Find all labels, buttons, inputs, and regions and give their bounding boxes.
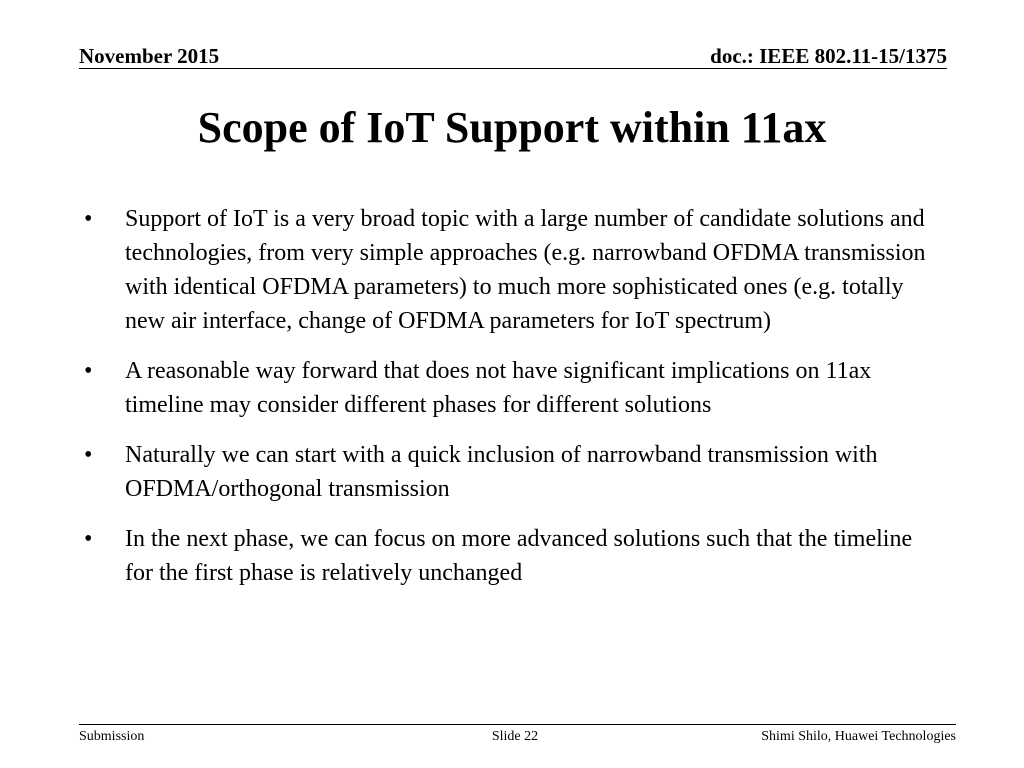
bullet-dot-icon: •: [84, 442, 93, 468]
footer-submission: Submission: [79, 729, 145, 744]
bullet-list: [84, 202, 940, 606]
header-date: November 2015: [79, 44, 220, 68]
footer-author: Shimi Shilo, Huawei Technologies: [761, 729, 956, 744]
bullet-dot-icon: •: [84, 358, 93, 384]
bullet-dot-icon: •: [84, 206, 93, 232]
bullet-item: [84, 438, 940, 506]
slide-number: Slide 22: [491, 729, 539, 744]
bullet-item: [84, 522, 940, 590]
bullet-item: [84, 354, 940, 422]
bullet-dot-icon: •: [84, 526, 93, 552]
bullet-text: In the next phase, we can focus on more advanced solutions such that the timeline for the first phase is relatively unchanged: [125, 526, 913, 586]
header-doc-number: doc.: IEEE 802.11-15/1375: [710, 44, 947, 68]
bullet-text: Support of IoT is a very broad topic with a large number of candidate solutions and technologies, from very simple approaches (e.g. narrowband OFDMA transmission with identical OFDMA parameters) to much more sophisticated ones (e.g. totally new air interface, change of OFDMA parameters for IoT spectrum): [125, 206, 926, 334]
bullet-item: [84, 202, 940, 338]
bullet-text: Naturally we can start with a quick inclusion of narrowband transmission with OFDMA/orthogonal transmission: [125, 442, 878, 502]
header-divider: [79, 68, 947, 69]
bullet-text: A reasonable way forward that does not have significant implications on 11ax timeline may consider different phases for different solutions: [125, 358, 872, 418]
footer-divider: [79, 724, 956, 725]
slide-title: Scope of IoT Support within 11ax: [197, 103, 827, 152]
